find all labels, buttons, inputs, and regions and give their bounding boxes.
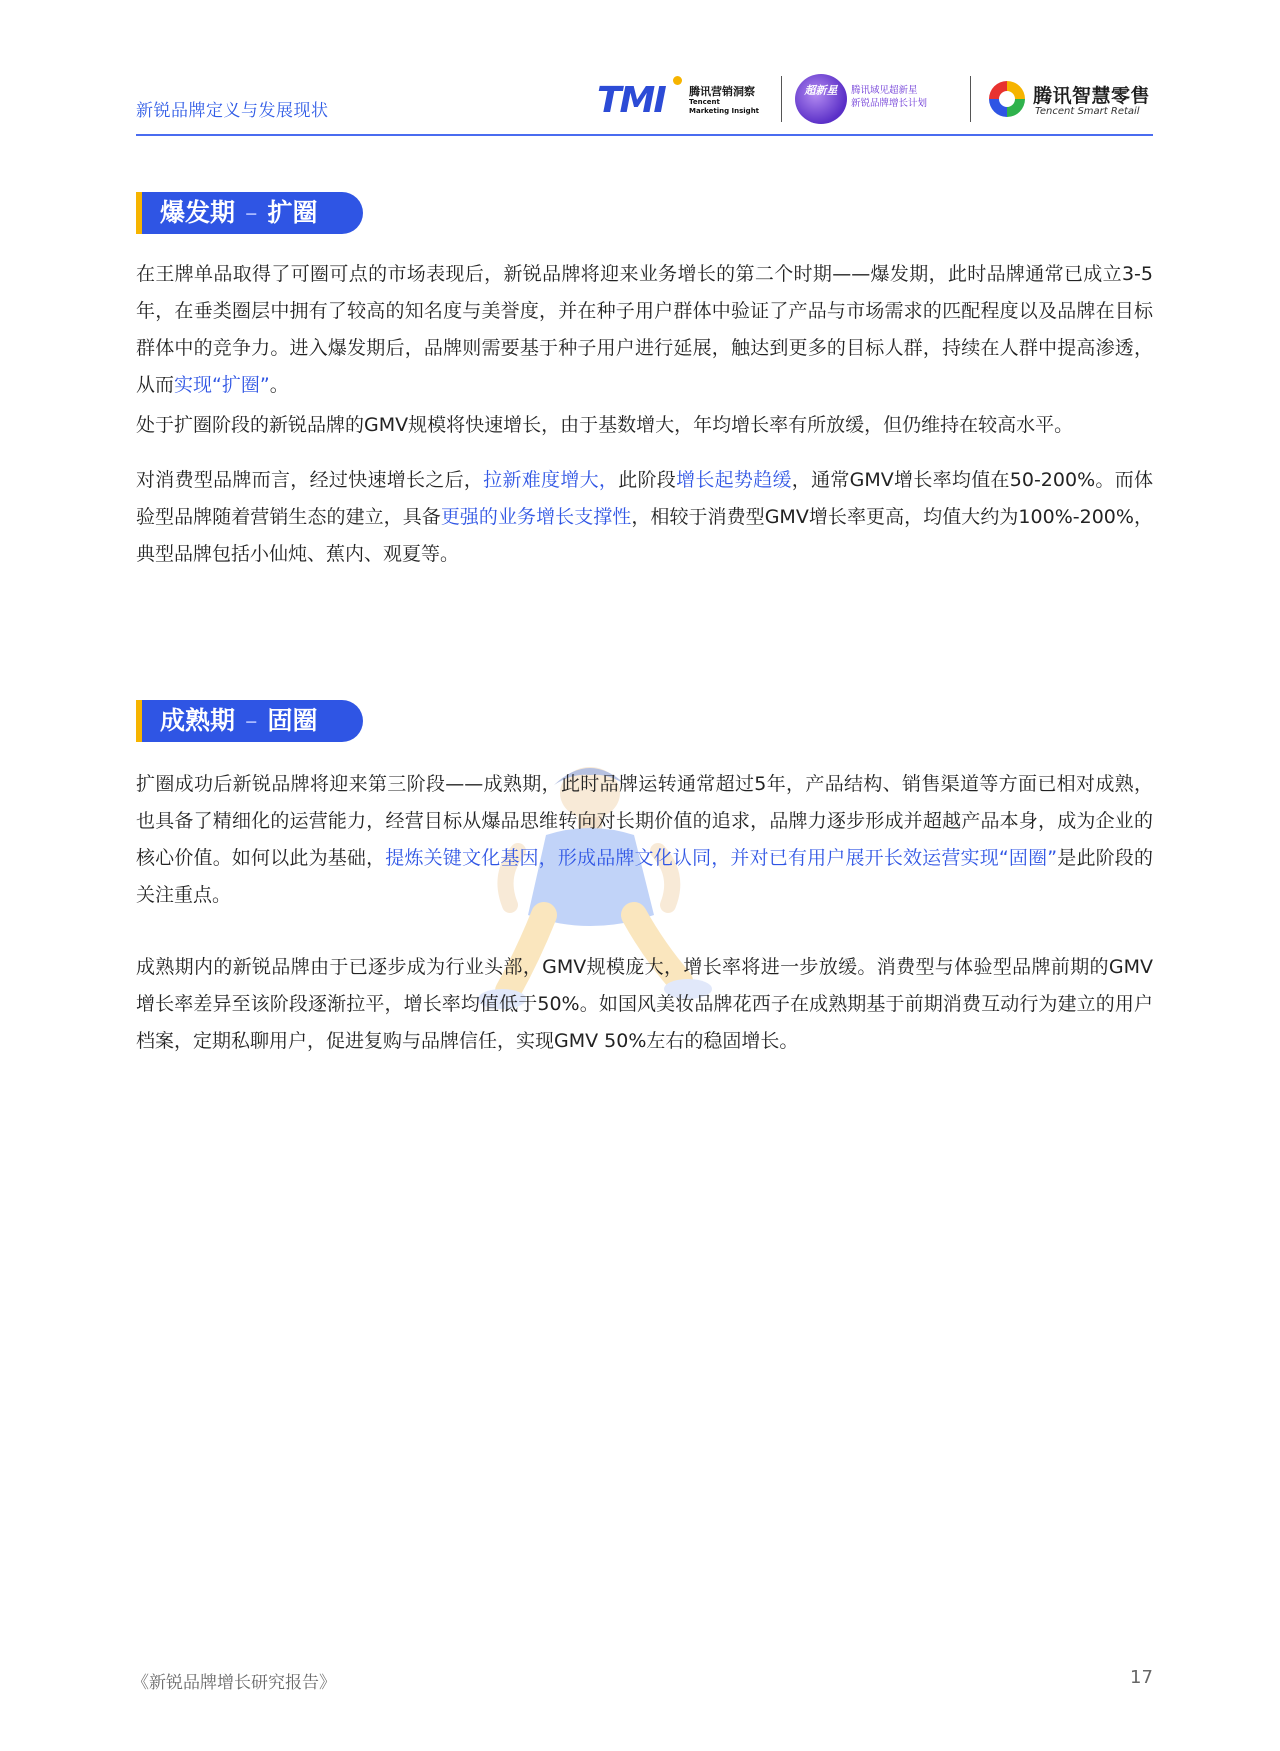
header-section-title: 新锐品牌定义与发展现状	[136, 101, 329, 121]
paragraph-text: 是此阶段的关注重点。	[136, 847, 1153, 906]
smart-retail-mark-icon	[985, 77, 1029, 121]
paragraph-highlight: 拉新难度增大，	[483, 469, 619, 491]
section-heading-accent	[136, 700, 142, 742]
supernova-plan-line1: 腾讯域见超新星	[851, 85, 918, 96]
paragraph-text: 扩圈成功后新锐品牌将迎来第三阶段——成熟期，此时品牌运转通常超过5年，产品结构、销售渠道等方面已相对成熟，也具备了精细化的运营能力，经营目标从爆品思维转向对长期价值的追求，品牌力逐步形成并超越产品本身，成为企业的核心价值。如何以此为基础，	[136, 773, 1153, 869]
paragraph-text: 处于扩圈阶段的新锐品牌的GMV规模将快速增长，由于基数增大，年均增长率有所放缓，但仍维持在较高水平。	[136, 414, 1074, 436]
paragraph	[136, 766, 1153, 914]
supernova-plan-text	[851, 84, 927, 110]
section-heading-accent	[136, 192, 142, 234]
tmi-logo-en-line2: Marketing Insight	[689, 107, 760, 115]
logo-divider	[970, 76, 971, 122]
tmi-logo-letters: TMI	[597, 80, 665, 121]
footer-report-title: 《新锐品牌增长研究报告》	[132, 1673, 336, 1693]
tmi-logo-cn: 腾讯营销洞察	[689, 85, 755, 98]
page-number: 17	[1130, 1667, 1153, 1688]
paragraph-text: 对消费型品牌而言，经过快速增长之后，	[136, 469, 484, 491]
section-heading-separator: –	[245, 198, 258, 227]
paragraph-text: 成熟期内的新锐品牌由于已逐步成为行业头部，GMV规模庞大，增长率将进一步放缓。消费型与体验型品牌前期的GMV增长率差异至该阶段逐渐拉平，增长率均值低于50%。如国风美妆品牌花西子在成熟期基于前期消费互动行为建立的用户档案，定期私聊用户，促进复购与品牌信任，实现GMV 50%左右的稳固增长。	[136, 956, 1153, 1052]
supernova-plan-logo	[795, 72, 955, 126]
supernova-badge-text: 超新星	[804, 84, 838, 97]
section-heading-title: 爆发期	[160, 198, 236, 227]
paragraph-highlight: 实现“扩圈”	[174, 374, 270, 396]
section-heading-expansion	[136, 192, 363, 234]
paragraph-highlight: 更强的业务增长支撑性	[440, 506, 632, 528]
tmi-logo-dot-icon	[673, 76, 682, 85]
section-heading-subtitle: 扩圈	[267, 198, 318, 227]
paragraph	[136, 256, 1153, 404]
section-heading-separator: –	[245, 706, 258, 735]
paragraph-text: 此阶段	[618, 469, 677, 491]
tmi-logo-en	[689, 98, 759, 116]
section-heading-subtitle: 固圈	[267, 706, 318, 735]
header-rule	[136, 134, 1153, 136]
logo-divider	[781, 76, 782, 122]
section-heading-title: 成熟期	[160, 706, 236, 735]
paragraph-text: ，相较于消费型GMV增长率更高，均值大约为100%-200%，典型品牌包括小仙炖、蕉内、观夏等。	[136, 506, 1153, 565]
paragraph	[136, 462, 1153, 573]
smart-retail-cn: 腾讯智慧零售	[1033, 85, 1151, 107]
paragraph	[136, 949, 1153, 1060]
supernova-badge-icon	[795, 74, 847, 124]
paragraph-highlight: 提炼关键文化基因，形成品牌文化认同，并对已有用户展开长效运营实现“固圈”	[385, 847, 1058, 869]
paragraph-text: 。	[269, 374, 289, 396]
tmi-logo-en-line1: Tencent	[689, 98, 720, 106]
supernova-plan-line2: 新锐品牌增长计划	[851, 98, 928, 109]
paragraph-highlight: 增长起势趋缓	[676, 469, 792, 491]
paragraph-text: ，通常GMV增长率均值在50-200%。而体验型品牌随着营销生态的建立，具备	[136, 469, 1153, 528]
tmi-logo	[597, 74, 777, 124]
smart-retail-logo	[985, 73, 1160, 125]
section-heading-maturity	[136, 700, 363, 742]
smart-retail-en: Tencent Smart Retail	[1035, 106, 1140, 117]
paragraph	[136, 407, 1153, 444]
paragraph-text: 在王牌单品取得了可圈可点的市场表现后，新锐品牌将迎来业务增长的第二个时期——爆发期，此时品牌通常已成立3-5年，在垂类圈层中拥有了较高的知名度与美誉度，并在种子用户群体中验证了产品与市场需求的匹配程度以及品牌在目标群体中的竞争力。进入爆发期后，品牌则需要基于种子用户进行延展，触达到更多的目标人群，持续在人群中提高渗透，从而	[136, 263, 1153, 396]
